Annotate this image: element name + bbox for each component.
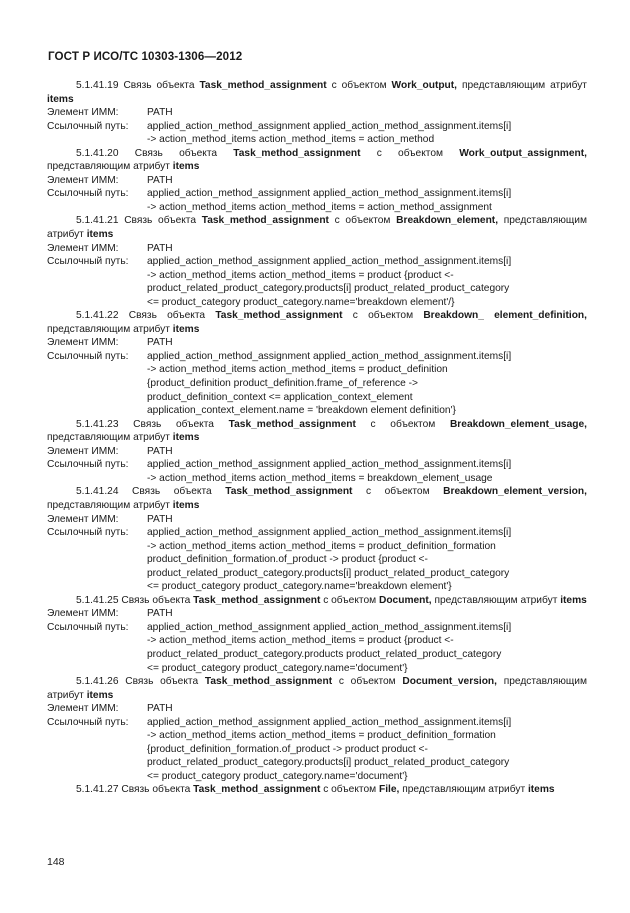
target-entity: Document, <box>378 594 432 606</box>
reference-path-value <box>147 187 587 214</box>
relation-prefix: Связь объекта <box>123 80 195 91</box>
path-line: <= product_category product_category.name='document'} <box>147 770 408 782</box>
reference-path-label: Ссылочный путь: <box>47 120 129 132</box>
aim-element-label: Элемент ИММ: <box>47 174 119 186</box>
entity-name: Task_method_assignment <box>225 486 353 498</box>
relation-middle: с объектом <box>323 594 377 606</box>
reference-path-value <box>147 458 587 485</box>
aim-element-label: Элемент ИММ: <box>47 608 119 620</box>
attribute-name: items <box>86 689 114 701</box>
attribute-name: items <box>86 229 114 241</box>
section-number: 5.1.41.24 <box>76 486 119 498</box>
entity-name: Task_method_assignment <box>199 80 327 91</box>
relation-middle: с объектом <box>376 147 444 159</box>
section <box>47 594 587 675</box>
path-line: product_related_product_category.products[i] product_related_product_category <box>147 283 510 295</box>
relation-suffix: представляющим атрибут <box>47 676 587 701</box>
relation-suffix: представляющим атрибут <box>47 499 170 511</box>
reference-path-row <box>47 716 587 784</box>
relation-middle: с объектом <box>323 784 377 796</box>
attribute-name: items <box>47 93 74 105</box>
aim-element-row <box>47 445 587 459</box>
aim-element-row <box>47 336 587 350</box>
reference-path-value <box>147 716 587 784</box>
section-title <box>47 309 587 336</box>
aim-element-value: PATH <box>147 513 173 525</box>
path-line: applied_action_method_assignment applied_action_method_assignment.items[i] <box>147 527 512 539</box>
path-line: applied_action_method_assignment applied_action_method_assignment.items[i] <box>147 621 512 633</box>
entity-name: Task_method_assignment <box>201 215 329 227</box>
section-title <box>47 147 587 174</box>
section <box>47 418 587 486</box>
section <box>47 783 587 797</box>
relation-prefix: Связь объекта <box>121 594 191 606</box>
entity-name: Task_method_assignment <box>204 676 333 688</box>
section <box>47 309 587 417</box>
path-line: <= product_category product_category.name='breakdown element'/} <box>147 296 455 308</box>
path-line: applied_action_method_assignment applied_action_method_assignment.items[i] <box>147 716 512 728</box>
relation-suffix: представляющим атрибут <box>402 784 526 796</box>
relation-middle: с объектом <box>331 80 387 91</box>
attribute-name: items <box>172 432 200 444</box>
reference-path-label: Ссылочный путь: <box>47 188 129 200</box>
section-title <box>47 79 587 106</box>
aim-element-value: PATH <box>147 703 173 715</box>
path-line: applied_action_method_assignment applied_action_method_assignment.items[i] <box>147 188 512 200</box>
aim-element-value: PATH <box>147 242 173 254</box>
reference-path-row <box>47 187 587 214</box>
section-number: 5.1.41.27 <box>76 784 119 796</box>
relation-prefix: Связь объекта <box>121 784 191 796</box>
path-line: -> action_method_items action_method_items = product_definition_formation <box>147 540 496 552</box>
path-line: -> action_method_items action_method_items = product_definition <box>147 364 448 376</box>
target-entity: Breakdown_ element_definition, <box>423 310 587 322</box>
section <box>47 147 587 215</box>
section-number: 5.1.41.20 <box>76 147 119 159</box>
path-line: product_related_product_category.products[i] product_related_product_category <box>147 567 510 579</box>
path-line: -> action_method_items action_method_items = product_definition_formation <box>147 730 496 742</box>
relation-suffix: представляющим атрибут <box>434 594 558 606</box>
page-number: 148 <box>47 856 65 868</box>
target-entity: File, <box>378 784 400 796</box>
attribute-name: items <box>172 161 200 173</box>
path-line: {product_definition_formation.of_product -> product product <- <box>147 743 428 755</box>
section <box>47 485 587 593</box>
relation-middle: с объектом <box>365 486 430 498</box>
attribute-name: items <box>172 323 200 335</box>
reference-path-row <box>47 621 587 675</box>
path-line: product_related_product_category.products product_related_product_category <box>147 648 502 660</box>
section-number: 5.1.41.26 <box>76 676 119 688</box>
target-entity: Breakdown_element_version, <box>443 486 587 498</box>
reference-path-value <box>147 255 587 309</box>
section-title <box>47 594 587 608</box>
aim-element-value: PATH <box>147 107 173 119</box>
aim-element-row <box>47 242 587 256</box>
entity-name: Task_method_assignment <box>193 594 321 606</box>
reference-path-label: Ссылочный путь: <box>47 350 129 362</box>
aim-element-row <box>47 174 587 188</box>
path-line: product_related_product_category.products[i] product_related_product_category <box>147 757 510 769</box>
reference-path-row <box>47 526 587 594</box>
section <box>47 214 587 309</box>
target-entity: Work_output_assignment, <box>459 147 587 159</box>
aim-element-label: Элемент ИММ: <box>47 337 119 349</box>
section-title <box>47 783 587 797</box>
reference-path-label: Ссылочный путь: <box>47 621 129 633</box>
path-line: product_definition_context <= application_context_element <box>147 391 413 403</box>
path-line: -> action_method_items action_method_items = product {product <- <box>147 269 454 281</box>
relation-middle: с объектом <box>338 676 396 688</box>
path-line: applied_action_method_assignment applied_action_method_assignment.items[i] <box>147 459 512 471</box>
aim-element-label: Элемент ИММ: <box>47 107 119 119</box>
relation-middle: с объектом <box>370 418 436 430</box>
attribute-name: items <box>527 784 555 796</box>
reference-path-value <box>147 350 587 418</box>
aim-element-row <box>47 702 587 716</box>
aim-element-value: PATH <box>147 608 173 620</box>
path-line: <= product_category product_category.name='breakdown element'} <box>147 581 452 593</box>
path-line: applied_action_method_assignment applied_action_method_assignment.items[i] <box>147 120 512 132</box>
relation-suffix: представляющим атрибут <box>47 323 170 335</box>
section-title <box>47 214 587 241</box>
reference-path-value <box>147 621 587 675</box>
relation-prefix: Связь объекта <box>132 486 212 498</box>
entity-name: Task_method_assignment <box>233 147 361 159</box>
entity-name: Task_method_assignment <box>228 418 356 430</box>
entity-name: Task_method_assignment <box>215 310 343 322</box>
relation-suffix: представляющим атрибут <box>47 215 587 241</box>
attribute-name: items <box>560 594 587 606</box>
target-entity: Breakdown_element, <box>396 215 499 227</box>
relation-suffix: представляющим атрибут <box>47 432 170 444</box>
reference-path-label: Ссылочный путь: <box>47 716 129 728</box>
reference-path-row <box>47 458 587 485</box>
aim-element-label: Элемент ИММ: <box>47 513 119 525</box>
aim-element-row <box>47 607 587 621</box>
path-line: -> action_method_items action_method_items = action_method <box>147 134 435 146</box>
aim-element-label: Элемент ИММ: <box>47 445 119 457</box>
section-title <box>47 485 587 512</box>
aim-element-row <box>47 106 587 120</box>
path-line: product_definition_formation.of_product -> product {product <- <box>147 554 428 566</box>
target-entity: Work_output, <box>391 80 458 91</box>
reference-path-label: Ссылочный путь: <box>47 527 129 539</box>
aim-element-value: PATH <box>147 174 173 186</box>
aim-element-label: Элемент ИММ: <box>47 703 119 715</box>
reference-path-row <box>47 120 587 147</box>
relation-prefix: Связь объекта <box>133 418 214 430</box>
aim-element-row <box>47 513 587 527</box>
relation-prefix: Связь объекта <box>134 147 218 159</box>
attribute-name: items <box>172 499 200 511</box>
page-content <box>47 79 587 797</box>
section <box>47 675 587 783</box>
relation-prefix: Связь объекта <box>125 676 199 688</box>
path-line: application_context_element.name = 'breakdown element definition'} <box>147 405 456 417</box>
relation-middle: с объектом <box>352 310 414 322</box>
aim-element-value: PATH <box>147 445 173 457</box>
relation-suffix: представляющим атрибут <box>461 80 587 91</box>
reference-path-row <box>47 255 587 309</box>
path-line: -> action_method_items action_method_items = breakdown_element_usage <box>147 472 493 484</box>
path-line: applied_action_method_assignment applied_action_method_assignment.items[i] <box>147 350 512 362</box>
aim-element-value: PATH <box>147 337 173 349</box>
section-title <box>47 675 587 702</box>
section-number: 5.1.41.21 <box>76 215 119 227</box>
path-line: -> action_method_items action_method_items = action_method_assignment <box>147 201 492 213</box>
reference-path-row <box>47 350 587 418</box>
path-line: applied_action_method_assignment applied_action_method_assignment.items[i] <box>147 256 512 268</box>
path-line: {product_definition product_definition.frame_of_reference -> <box>147 378 418 390</box>
reference-path-label: Ссылочный путь: <box>47 256 129 268</box>
reference-path-value <box>147 526 587 594</box>
target-entity: Breakdown_element_usage, <box>449 418 587 430</box>
section-number: 5.1.41.23 <box>76 418 119 430</box>
path-line: <= product_category product_category.name='document'} <box>147 662 408 674</box>
section-number: 5.1.41.22 <box>76 310 119 322</box>
aim-element-label: Элемент ИММ: <box>47 242 119 254</box>
path-line: -> action_method_items action_method_items = product {product <- <box>147 635 454 647</box>
reference-path-label: Ссылочный путь: <box>47 459 129 471</box>
relation-suffix: представляющим атрибут <box>47 161 170 173</box>
relation-middle: с объектом <box>334 215 391 227</box>
section-title <box>47 418 587 445</box>
target-entity: Document_version, <box>402 676 497 688</box>
reference-path-value <box>147 120 587 147</box>
section-number: 5.1.41.25 <box>76 594 119 606</box>
document-header: ГОСТ Р ИСО/ТС 10303-1306—2012 <box>48 50 243 63</box>
relation-prefix: Связь объекта <box>128 310 206 322</box>
relation-prefix: Связь объекта <box>124 215 197 227</box>
section <box>47 79 587 147</box>
section-number: 5.1.41.19 <box>76 80 119 91</box>
entity-name: Task_method_assignment <box>193 784 321 796</box>
